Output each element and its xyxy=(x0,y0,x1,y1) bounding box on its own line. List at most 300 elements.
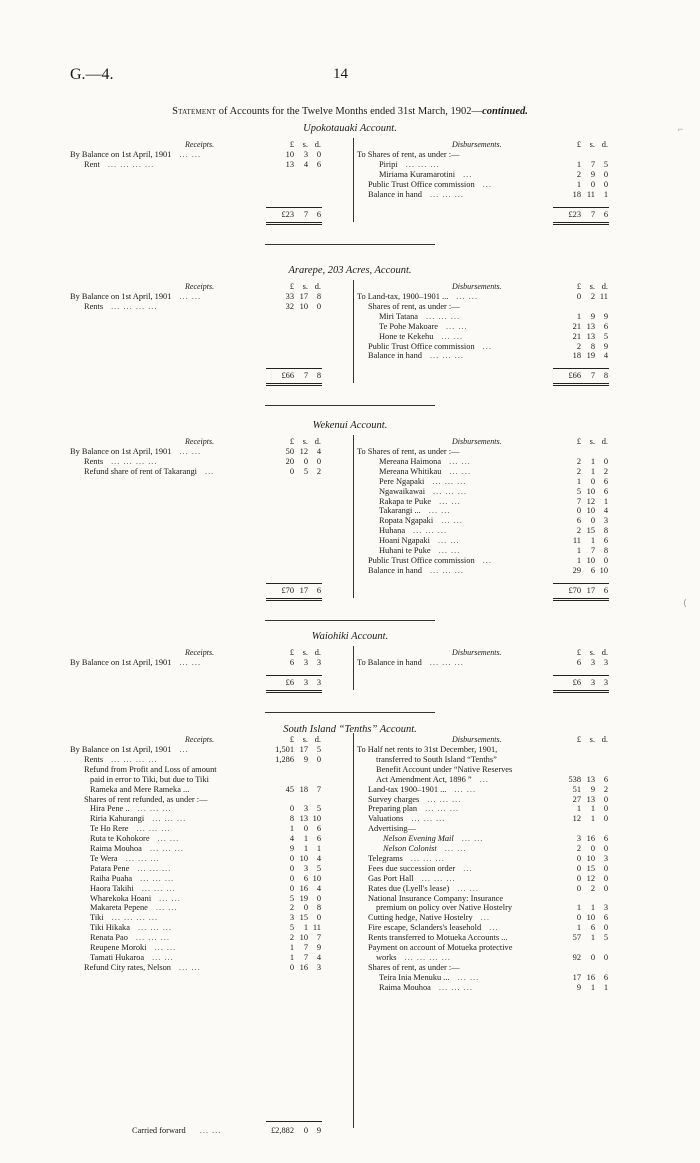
receipt-amount-d: 2 xyxy=(316,466,321,476)
disbursement-line xyxy=(379,170,472,180)
leader-dots: ... ... ... xyxy=(429,189,464,199)
disbursement-amount xyxy=(555,566,608,576)
receipt-amount-s: 1 xyxy=(303,834,308,844)
disbursement-amount-s: 1 xyxy=(590,982,595,992)
leader-dots: ... ... xyxy=(444,844,467,853)
receipt-amount-p: 1 xyxy=(289,824,294,834)
disbursement-amount xyxy=(555,332,608,342)
leader-dots: ... ... ... xyxy=(427,794,462,804)
disbursement-line xyxy=(357,292,478,302)
receipt-line xyxy=(90,874,174,884)
receipts-money-header xyxy=(268,735,321,745)
statement-title-main: of Accounts for the Twelve Months ended 31st March, 1902— xyxy=(218,106,483,117)
receipts-header: Receipts. xyxy=(185,437,215,446)
section-divider xyxy=(265,244,435,245)
receipt-label: Shares of rent refunded, as under :— xyxy=(84,794,208,804)
total-receipts-d: 6 xyxy=(316,209,321,219)
receipt-line xyxy=(70,292,201,302)
disbursement-line xyxy=(368,913,490,923)
disbursement-line xyxy=(368,566,464,576)
disbursement-amount xyxy=(555,457,608,467)
disbursement-amount-s: 0 xyxy=(590,476,595,486)
disbursement-amount-s: 12 xyxy=(586,873,595,883)
receipt-line xyxy=(90,913,158,923)
receipt-amount-d: 9 xyxy=(316,943,321,952)
disbursement-amount-s: 6 xyxy=(590,565,595,575)
leader-dots: ... ... ... ... xyxy=(111,456,158,466)
receipt-label: Makareta Pepene xyxy=(90,903,148,913)
disbursement-amount-d: 0 xyxy=(603,456,608,466)
pence-header: d. xyxy=(601,437,608,446)
receipts-header: Receipts. xyxy=(185,140,215,149)
receipt-line xyxy=(90,864,171,874)
disbursement-line xyxy=(379,526,447,536)
total-disbursements-p: £70 xyxy=(568,585,581,595)
disbursement-amount-p: 538 xyxy=(568,774,581,784)
receipt-line xyxy=(84,755,157,765)
disbursement-amount-s: 0 xyxy=(590,516,595,526)
account-title: South Island “Tenths” Account. xyxy=(283,724,417,735)
receipt-amount-s: 0 xyxy=(303,824,308,834)
total-disbursements-p: £66 xyxy=(568,371,581,381)
receipt-amount-p: 33 xyxy=(285,292,294,301)
disbursement-amount-s: 0 xyxy=(590,844,595,853)
disbursement-line xyxy=(379,477,466,487)
disbursement-amount-d: 5 xyxy=(603,159,608,169)
disbursement-line xyxy=(383,844,466,854)
disbursement-label: Fire escape, Sclanders's leasehold xyxy=(368,923,482,933)
receipt-label: paid in error to Tiki, but due to Tiki xyxy=(90,774,209,784)
leader-dots: ... xyxy=(179,745,189,754)
disbursement-amount xyxy=(555,190,608,200)
total-receipts-d: 6 xyxy=(316,585,321,595)
disbursement-label: Mereana Haimona xyxy=(379,456,442,466)
receipt-amount-p: 10 xyxy=(285,150,294,159)
disbursement-label: Cutting hedge, Native Hostelry xyxy=(368,913,473,923)
leader-dots: ... ... xyxy=(461,834,484,844)
leader-dots: ... ... ... xyxy=(429,658,464,667)
leader-dots: ... ... ... xyxy=(152,814,187,824)
disbursement-amount xyxy=(555,814,608,824)
receipt-amount xyxy=(268,302,321,312)
total-double-rule xyxy=(553,690,609,693)
disbursement-amount-d: 0 xyxy=(603,883,608,893)
disbursement-amount xyxy=(555,913,608,923)
disbursement-amount-p: 1 xyxy=(576,311,581,321)
receipt-label: Raima Mouhoa xyxy=(90,844,142,853)
receipt-label: Hira Pene .. xyxy=(90,804,130,814)
total-disbursements-s: 3 xyxy=(590,677,595,687)
receipt-amount xyxy=(268,874,321,884)
receipt-amount xyxy=(268,467,321,477)
disbursements-money-header xyxy=(555,735,608,745)
pounds-header: £ xyxy=(576,140,581,149)
disbursement-amount-p: 2 xyxy=(576,466,581,476)
disbursement-label: Pere Ngapaki xyxy=(379,476,425,486)
disbursement-label: transferred to South Island “Tenths” xyxy=(376,754,497,764)
leader-dots: ... xyxy=(489,923,499,933)
receipt-amount-d: 7 xyxy=(316,784,321,794)
leader-dots: ... ... xyxy=(454,784,477,794)
receipt-label: By Balance on 1st April, 1901 xyxy=(70,658,172,667)
receipt-amount-d: 6 xyxy=(316,824,321,834)
disbursement-label: To Balance in hand xyxy=(357,658,422,667)
leader-dots: ... ... ... xyxy=(438,982,473,992)
account-title: Ararepe, 203 Acres, Account. xyxy=(288,265,412,276)
receipt-amount-d: 6 xyxy=(316,159,321,169)
receipt-line xyxy=(84,765,217,775)
shillings-header: s. xyxy=(589,140,595,149)
column-separator xyxy=(353,646,354,690)
receipt-label: Refund share of rent of Takarangi xyxy=(84,466,197,476)
statement-title-lead: Statement xyxy=(172,106,217,117)
receipt-amount xyxy=(268,292,321,302)
disbursement-amount-s: 9 xyxy=(590,169,595,179)
disbursement-label: Valuations xyxy=(368,814,404,824)
disbursements-header: Disbursements. xyxy=(452,735,502,744)
statement-title xyxy=(0,106,700,117)
disbursement-amount-s: 13 xyxy=(586,774,595,784)
receipt-amount-d: 6 xyxy=(316,834,321,844)
disbursement-amount-s: 6 xyxy=(590,923,595,933)
leader-dots: ... ... xyxy=(154,943,177,952)
receipts-money-header xyxy=(268,140,321,150)
receipt-line xyxy=(90,814,186,824)
account-title: Waiohiki Account. xyxy=(311,631,389,642)
disbursement-label: Miriama Kuramarotini xyxy=(379,169,456,179)
total-disbursements-s: 17 xyxy=(586,585,595,595)
total-double-rule xyxy=(266,598,322,601)
disbursement-amount-d: 6 xyxy=(603,476,608,486)
shillings-header: s. xyxy=(302,282,308,291)
disbursement-amount-p: 2 xyxy=(576,341,581,351)
disbursement-amount-d: 0 xyxy=(603,873,608,883)
leader-dots: ... ... xyxy=(179,292,202,301)
disbursement-amount-d: 3 xyxy=(603,853,608,863)
receipt-amount-s: 10 xyxy=(299,853,308,863)
disbursement-amount-s: 1 xyxy=(590,933,595,943)
disbursement-amount-p: 1 xyxy=(576,923,581,933)
receipt-amount-s: 12 xyxy=(299,447,308,456)
disbursement-amount-s: 10 xyxy=(586,913,595,923)
leader-dots: ... ... xyxy=(179,447,202,456)
leader-dots: ... ... ... xyxy=(413,526,448,536)
disbursement-amount-d: 6 xyxy=(603,913,608,923)
disbursement-amount-p: 1 xyxy=(576,476,581,486)
leader-dots: ... xyxy=(463,863,473,873)
disbursement-amount-s: 3 xyxy=(590,658,595,667)
receipt-amount xyxy=(268,160,321,170)
disbursement-amount-p: 18 xyxy=(572,351,581,361)
disbursement-line xyxy=(379,322,468,332)
leader-dots: ... ... ... xyxy=(137,863,172,873)
shillings-header: s. xyxy=(302,648,308,657)
shillings-header: s. xyxy=(589,735,595,744)
disbursement-amount xyxy=(555,933,608,943)
leader-dots: ... ... xyxy=(437,536,460,546)
receipt-amount xyxy=(268,943,321,953)
receipt-amount-s: 6 xyxy=(303,873,308,883)
receipt-amount-p: 1,501 xyxy=(275,745,294,754)
disbursement-line xyxy=(368,864,473,874)
pence-header: d. xyxy=(314,140,321,149)
receipt-label: Tamati Hukaroa xyxy=(90,952,145,962)
disbursement-amount-p: 57 xyxy=(572,933,581,943)
receipt-amount xyxy=(268,814,321,824)
total-disbursements-d: 8 xyxy=(603,371,608,381)
receipt-amount-p: 8 xyxy=(289,814,294,824)
disbursement-amount-p: 1 xyxy=(576,546,581,555)
total-disbursements-s: 7 xyxy=(590,371,595,381)
disbursement-amount-p: 0 xyxy=(576,883,581,893)
total-disbursements xyxy=(555,586,608,596)
disbursement-amount-d: 4 xyxy=(603,506,608,516)
disbursement-amount xyxy=(555,160,608,170)
receipt-amount xyxy=(268,963,321,973)
disbursement-amount-d: 6 xyxy=(603,774,608,784)
disbursement-amount-s: 10 xyxy=(586,486,595,496)
receipt-amount xyxy=(268,894,321,904)
receipt-line xyxy=(90,844,184,854)
disbursement-label: Public Trust Office commission xyxy=(368,555,475,565)
leader-dots: ... ... ... xyxy=(140,873,175,883)
disbursement-line xyxy=(368,933,508,943)
leader-dots: ... ... ... ... xyxy=(404,952,451,962)
total-rule xyxy=(266,675,322,676)
receipt-amount-p: 5 xyxy=(289,923,294,933)
receipt-amount-s: 3 xyxy=(303,863,308,873)
statement-title-cont: continued. xyxy=(482,106,528,117)
total-disbursements-d: 6 xyxy=(603,585,608,595)
pounds-header: £ xyxy=(289,437,294,446)
total-receipts xyxy=(268,678,321,688)
leader-dots: ... ... xyxy=(179,962,201,972)
total-double-rule xyxy=(266,222,322,225)
receipt-amount-d: 0 xyxy=(316,893,321,903)
receipt-amount-s: 19 xyxy=(299,893,308,903)
disbursement-amount xyxy=(555,506,608,516)
leader-dots: ... xyxy=(482,555,492,565)
disbursement-label: To Shares of rent, as under :— xyxy=(357,150,460,159)
disbursement-amount-d: 0 xyxy=(603,814,608,824)
disbursement-amount-d: 6 xyxy=(603,972,608,982)
disbursement-line xyxy=(376,755,497,765)
receipt-amount-s: 7 xyxy=(303,943,308,952)
receipt-label: Rameka and Mere Rameka ... xyxy=(90,784,190,794)
total-disbursements xyxy=(555,210,608,220)
disbursement-amount-s: 9 xyxy=(590,784,595,794)
total-double-rule xyxy=(553,222,609,225)
disbursement-line xyxy=(368,963,460,973)
disbursement-amount xyxy=(555,973,608,983)
disbursement-amount-s: 1 xyxy=(590,804,595,814)
disbursement-label: To Land-tax, 1900–1901 ... xyxy=(357,292,449,301)
disbursement-amount-d: 2 xyxy=(603,784,608,794)
disbursement-line xyxy=(379,457,471,467)
disbursement-line xyxy=(379,487,467,497)
receipt-amount-d: 0 xyxy=(316,301,321,311)
disbursement-line xyxy=(357,150,459,160)
leader-dots: ... xyxy=(204,466,215,476)
receipt-amount-d: 8 xyxy=(316,903,321,913)
disbursement-amount-s: 15 xyxy=(586,863,595,873)
receipt-amount-p: 50 xyxy=(285,447,294,456)
receipt-amount-p: 5 xyxy=(289,893,294,903)
disbursement-label: Telegrams xyxy=(368,853,403,863)
receipt-amount-d: 4 xyxy=(316,952,321,962)
receipt-label: Rents xyxy=(84,754,104,764)
leader-dots: ... ... ... xyxy=(125,853,160,863)
margin-mark: ⟨ xyxy=(683,598,687,608)
disbursement-amount-d: 0 xyxy=(603,952,608,962)
disbursement-line xyxy=(368,943,512,953)
leader-dots: ... xyxy=(463,169,473,179)
disbursement-amount-p: 18 xyxy=(572,189,581,199)
receipt-amount-s: 16 xyxy=(299,883,308,893)
receipt-amount-s: 9 xyxy=(303,754,308,764)
disbursement-amount-d: 10 xyxy=(599,565,608,575)
disbursement-amount xyxy=(555,342,608,352)
disbursement-amount xyxy=(555,180,608,190)
disbursement-amount-d: 0 xyxy=(603,844,608,853)
disbursement-amount-s: 8 xyxy=(590,341,595,351)
receipt-amount-p: 20 xyxy=(285,456,294,466)
disbursement-amount-d: 1 xyxy=(603,982,608,992)
disbursement-amount-s: 11 xyxy=(586,189,595,199)
total-disbursements-p: £6 xyxy=(572,677,581,687)
receipt-amount-s: 3 xyxy=(303,804,308,814)
disbursement-amount-d: 6 xyxy=(603,321,608,331)
leader-dots: ... ... ... xyxy=(433,486,468,496)
total-disbursements xyxy=(555,678,608,688)
total-disbursements-d: 6 xyxy=(603,209,608,219)
disbursement-amount-s: 16 xyxy=(586,834,595,844)
disbursement-line xyxy=(379,506,450,516)
carried-forward-amount xyxy=(268,1126,321,1136)
pence-header: d. xyxy=(601,140,608,149)
disbursement-amount-s: 1 xyxy=(590,814,595,824)
pence-header: d. xyxy=(314,735,321,744)
disbursement-amount-d: 4 xyxy=(603,351,608,361)
disbursement-amount-s: 7 xyxy=(590,546,595,555)
disbursement-label: premium on policy over Native Hostelry xyxy=(376,903,513,913)
disbursement-amount-d: 0 xyxy=(603,794,608,804)
disbursement-amount xyxy=(555,487,608,497)
receipt-amount xyxy=(268,755,321,765)
disbursement-label: Payment on account of Motueka protective xyxy=(368,943,513,952)
receipt-label: Haora Takihi xyxy=(90,883,134,893)
leader-dots: ... ... ... xyxy=(429,565,464,575)
disbursement-line xyxy=(368,894,503,904)
receipt-label: Raiha Puaha xyxy=(90,873,133,883)
receipt-amount-p: 13 xyxy=(285,159,294,169)
leader-dots: ... ... xyxy=(179,658,202,667)
disbursement-line xyxy=(368,785,476,795)
leader-dots: ... xyxy=(480,913,490,923)
disbursements-money-header xyxy=(555,648,608,658)
disbursement-amount-s: 0 xyxy=(590,952,595,962)
disbursement-label: Preparing plan xyxy=(368,804,418,814)
receipt-amount-d: 4 xyxy=(316,447,321,456)
disbursement-label: Nelson Evening Mail xyxy=(383,834,454,844)
leader-dots: ... ... ... xyxy=(136,824,171,834)
disbursement-label: Takarangi ... xyxy=(379,506,421,516)
receipt-label: By Balance on 1st April, 1901 xyxy=(70,745,172,754)
disbursement-amount xyxy=(555,170,608,180)
receipt-amount xyxy=(268,903,321,913)
disbursement-label: Huhani te Puke xyxy=(379,546,431,555)
receipt-amount xyxy=(268,745,321,755)
disbursement-label: Shares of rent, as under :— xyxy=(368,301,460,311)
disbursement-amount-p: 0 xyxy=(576,853,581,863)
receipt-amount xyxy=(268,658,321,668)
receipt-line xyxy=(84,963,201,973)
disbursement-amount xyxy=(555,526,608,536)
disbursement-amount-p: 1 xyxy=(576,804,581,814)
disbursement-label: Shares of rent, as under :— xyxy=(368,962,460,972)
receipt-amount-d: 1 xyxy=(316,844,321,853)
disbursement-amount-p: 2 xyxy=(576,456,581,466)
leader-dots: ... ... ... xyxy=(425,804,460,814)
disbursement-amount-d: 8 xyxy=(603,526,608,536)
account-title: Wekenui Account. xyxy=(312,420,388,431)
pounds-header: £ xyxy=(576,648,581,657)
disbursement-label: Benefit Account under “Native Reserves xyxy=(376,764,513,774)
receipt-line xyxy=(90,775,209,785)
disbursement-label: To Half net rents to 31st December, 1901, xyxy=(357,745,498,754)
disbursement-amount-p: 2 xyxy=(576,844,581,853)
disbursement-amount xyxy=(555,658,608,668)
receipt-amount xyxy=(268,844,321,854)
receipt-amount-s: 5 xyxy=(303,466,308,476)
disbursement-amount-s: 10 xyxy=(586,853,595,863)
disbursement-amount-p: 9 xyxy=(576,982,581,992)
disbursement-amount xyxy=(555,516,608,526)
receipt-amount-d: 10 xyxy=(312,873,321,883)
disbursement-amount xyxy=(555,785,608,795)
disbursement-amount-d: 9 xyxy=(603,311,608,321)
disbursements-money-header xyxy=(555,437,608,447)
leader-dots: ... ... ... ... xyxy=(111,913,159,923)
disbursement-line xyxy=(357,658,464,668)
disbursement-amount-s: 13 xyxy=(586,794,595,804)
disbursement-line xyxy=(376,953,451,963)
disbursement-label: Miri Tatana xyxy=(379,311,419,321)
leader-dots: ... ... xyxy=(159,893,181,903)
pence-header: d. xyxy=(314,437,321,446)
receipt-amount-d: 10 xyxy=(312,814,321,824)
disbursement-label: Balance in hand xyxy=(368,189,422,199)
disbursement-line xyxy=(379,983,473,993)
disbursement-label: Mereana Whitikau xyxy=(379,466,442,476)
disbursement-amount-p: 27 xyxy=(572,794,581,804)
leader-dots: ... ... ... xyxy=(141,883,176,893)
disbursement-amount xyxy=(555,804,608,814)
receipt-line xyxy=(70,447,201,457)
disbursement-line xyxy=(368,923,498,933)
total-receipts-p: £6 xyxy=(285,677,294,687)
disbursement-amount-d: 0 xyxy=(603,555,608,565)
receipt-amount-d: 4 xyxy=(316,883,321,893)
disbursement-amount xyxy=(555,844,608,854)
disbursement-amount-d: 5 xyxy=(603,331,608,341)
total-double-rule xyxy=(266,383,322,386)
disbursement-line xyxy=(368,804,459,814)
disbursement-line xyxy=(368,795,461,805)
pence-header: d. xyxy=(601,282,608,291)
receipt-amount-p: 0 xyxy=(289,853,294,863)
receipts-header: Receipts. xyxy=(185,648,215,657)
